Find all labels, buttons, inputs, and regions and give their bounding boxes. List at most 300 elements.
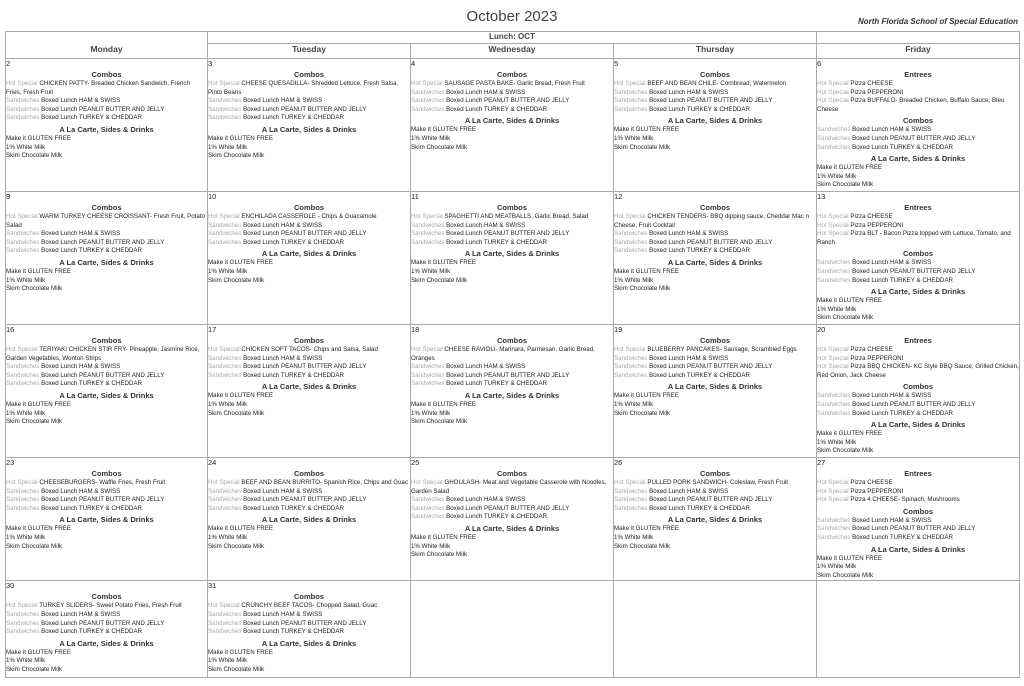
item-text: Make it GLUTEN FREE: [614, 392, 679, 400]
section-heading: A La Carte, Sides & Drinks: [261, 382, 357, 392]
menu-item: [6, 496, 207, 505]
item-text: WARM TURKEY CHEESE CROISSANT- Fresh Fruit, Potato Salad: [6, 213, 205, 229]
item-text: Make it GLUTEN FREE: [208, 259, 273, 267]
item-text: 1% White Milk: [614, 533, 654, 541]
menu-item: [208, 346, 410, 355]
menu-item: [817, 89, 1019, 98]
item-text: Boxed Lunch TURKEY & CHEDDAR: [243, 628, 344, 636]
item-text: Skim Chocolate Milk: [817, 181, 874, 189]
day-cell: [614, 192, 817, 325]
date-number: 31: [208, 581, 217, 591]
item-category: Sandwiches: [817, 516, 851, 524]
item-text: Boxed Lunch HAM & SWISS: [446, 221, 526, 229]
item-text: 1% White Milk: [817, 305, 857, 313]
item-text: Boxed Lunch TURKEY & CHEDDAR: [446, 238, 547, 246]
item-category: Hot Special: [614, 213, 646, 220]
menu-item: [614, 230, 816, 239]
menu-item: [817, 488, 1019, 497]
item-category: Hot Special: [817, 230, 849, 238]
item-text: Boxed Lunch PEANUT BUTTER AND JELLY: [243, 619, 367, 627]
item-text: Skim Chocolate Milk: [614, 285, 671, 293]
menu-item: [817, 97, 1019, 114]
item-category: Sandwiches: [208, 238, 242, 246]
item-text: Boxed Lunch TURKEY & CHEDDAR: [243, 114, 344, 122]
item-text: Skim Chocolate Milk: [6, 542, 63, 550]
item-text: 1% White Milk: [614, 400, 654, 408]
day-cell: [817, 325, 1020, 458]
menu-item: [614, 392, 816, 401]
day-cell: [6, 581, 208, 678]
menu-item: [411, 543, 613, 552]
item-category: Sandwiches: [6, 619, 40, 627]
day-cell: [208, 458, 411, 581]
menu-item: [614, 534, 816, 543]
item-text: Boxed Lunch PEANUT BUTTER AND JELLY: [852, 525, 976, 533]
month-title: October 2023: [466, 8, 558, 25]
item-category: Sandwiches: [208, 114, 242, 122]
menu-item: [411, 505, 613, 514]
date-number: 6: [817, 59, 822, 68]
lunch-label: Lunch: OCT: [208, 32, 817, 44]
item-text: Make it GLUTEN FREE: [817, 164, 882, 172]
item-category: Sandwiches: [6, 487, 40, 495]
item-text: 1% White Milk: [208, 267, 248, 275]
item-category: Hot Special: [817, 80, 849, 87]
menu-item: [208, 543, 410, 552]
menu-item: [6, 666, 207, 675]
section-heading: A La Carte, Sides & Drinks: [667, 515, 763, 525]
item-category: Sandwiches: [208, 354, 242, 362]
section-heading: Combos: [903, 116, 933, 126]
section-heading: Combos: [91, 592, 122, 602]
menu-item: [614, 401, 816, 410]
item-text: Make it GLUTEN FREE: [6, 134, 71, 142]
menu-item: [208, 259, 410, 268]
menu-item: [208, 392, 410, 401]
menu-item: [208, 106, 410, 115]
menu-item: [6, 479, 207, 488]
item-category: Hot Special: [411, 346, 443, 353]
item-category: Sandwiches: [817, 533, 851, 541]
item-category: Hot Special: [817, 496, 849, 504]
item-text: Skim Chocolate Milk: [208, 409, 265, 417]
item-category: Sandwiches: [614, 487, 648, 495]
date-number: 5: [614, 59, 619, 68]
item-text: PULLED PORK SANDWICH- Coleslaw, Fresh Fruit: [647, 479, 789, 486]
item-text: Skim Chocolate Milk: [614, 143, 671, 151]
menu-item: [411, 80, 613, 89]
item-text: Boxed Lunch PEANUT BUTTER AND JELLY: [446, 230, 570, 238]
day-cell: [208, 325, 411, 458]
item-category: Sandwiches: [614, 504, 648, 512]
item-text: SPAGHETTI AND MEATBALLS, Garlic Bread, Salad: [444, 213, 589, 220]
item-text: Make it GLUTEN FREE: [6, 525, 71, 533]
item-text: Boxed Lunch TURKEY & CHEDDAR: [243, 371, 344, 379]
item-text: Make it GLUTEN FREE: [6, 648, 71, 656]
date-number: 12: [614, 192, 623, 201]
menu-item: [411, 89, 613, 98]
item-category: Hot Special: [817, 363, 849, 371]
date-number: 4: [411, 59, 416, 68]
section-heading: A La Carte, Sides & Drinks: [870, 287, 966, 297]
item-category: Sandwiches: [208, 371, 242, 379]
menu-item: [411, 418, 613, 427]
menu-item: [817, 164, 1019, 173]
menu-item: [6, 505, 207, 514]
item-text: Boxed Lunch HAM & SWISS: [243, 221, 323, 229]
day-cell: [6, 192, 208, 325]
weekday-header: Friday: [817, 44, 1020, 59]
menu-item: [817, 401, 1019, 410]
item-text: Boxed Lunch HAM & SWISS: [852, 516, 932, 524]
item-category: Sandwiches: [6, 610, 40, 618]
week-row: [6, 581, 1020, 678]
menu-item: [411, 259, 613, 268]
item-category: Hot Special: [6, 346, 38, 353]
menu-item: [208, 144, 410, 153]
day-cell: [614, 458, 817, 581]
item-text: Boxed Lunch PEANUT BUTTER AND JELLY: [649, 97, 773, 105]
item-text: Pizza 4 CHEESE- Spinach, Mushrooms: [850, 496, 960, 504]
menu-item: [817, 144, 1019, 153]
item-text: Pizza PEPPERONI: [850, 487, 904, 495]
menu-item: [817, 135, 1019, 144]
menu-item: [411, 380, 613, 389]
item-category: Sandwiches: [817, 134, 851, 142]
menu-item: [614, 213, 816, 230]
item-category: Hot Special: [411, 213, 443, 220]
menu-item: [6, 152, 207, 161]
menu-item: [208, 277, 410, 286]
item-text: Boxed Lunch TURKEY & CHEDDAR: [41, 504, 142, 512]
item-category: Sandwiches: [6, 114, 40, 122]
section-heading: Entrees: [904, 336, 932, 345]
item-text: Boxed Lunch HAM & SWISS: [852, 126, 932, 134]
item-text: Boxed Lunch HAM & SWISS: [649, 354, 729, 362]
item-text: Boxed Lunch TURKEY & CHEDDAR: [41, 247, 142, 255]
item-text: Pizza PEPPERONI: [850, 88, 904, 96]
section-heading: Combos: [903, 382, 933, 392]
item-text: Boxed Lunch TURKEY & CHEDDAR: [446, 105, 547, 113]
item-text: Make it GLUTEN FREE: [208, 392, 273, 400]
menu-item: [614, 488, 816, 497]
menu-item: [411, 372, 613, 381]
menu-item: [208, 602, 410, 611]
menu-item: [411, 363, 613, 372]
menu-item: [817, 268, 1019, 277]
item-category: Hot Special: [817, 97, 849, 105]
item-category: Hot Special: [614, 346, 646, 353]
section-heading: Combos: [294, 203, 324, 212]
menu-item: [817, 181, 1019, 190]
menu-item: [411, 277, 613, 286]
date-number: 10: [208, 192, 217, 201]
item-text: Skim Chocolate Milk: [6, 152, 63, 160]
lunch-calendar: [5, 31, 1020, 678]
menu-item: [614, 80, 816, 89]
menu-item: [208, 496, 410, 505]
item-category: Hot Special: [411, 479, 443, 486]
item-text: ENCHILADA CASSEROLE - Chips & Guacamole: [241, 213, 377, 220]
menu-item: [208, 488, 410, 497]
item-text: Boxed Lunch TURKEY & CHEDDAR: [852, 143, 953, 151]
item-text: Skim Chocolate Milk: [411, 143, 468, 151]
menu-item: [817, 410, 1019, 419]
item-text: Boxed Lunch TURKEY & CHEDDAR: [852, 409, 953, 417]
item-text: 1% White Milk: [817, 563, 857, 571]
item-text: BLUEBERRY PANCAKES- Sausage, Scrambled Eggs: [647, 346, 797, 353]
menu-item: [6, 247, 207, 256]
item-text: Skim Chocolate Milk: [411, 276, 468, 284]
menu-item: [411, 213, 613, 222]
empty-day-cell: [614, 581, 817, 678]
menu-item: [208, 97, 410, 106]
menu-item: [817, 363, 1019, 380]
item-text: Boxed Lunch PEANUT BUTTER AND JELLY: [41, 371, 165, 379]
item-text: 1% White Milk: [6, 657, 46, 665]
item-category: Sandwiches: [817, 276, 851, 284]
empty-day-cell: [817, 581, 1020, 678]
menu-item: [411, 239, 613, 248]
menu-item: [6, 277, 207, 286]
date-number: 9: [6, 192, 11, 201]
item-text: Make it GLUTEN FREE: [6, 400, 71, 408]
menu-item: [411, 346, 613, 363]
menu-item: [817, 277, 1019, 286]
menu-item: [6, 410, 207, 419]
item-category: Sandwiches: [208, 221, 242, 229]
item-text: Boxed Lunch TURKEY & CHEDDAR: [852, 533, 953, 541]
item-text: Boxed Lunch HAM & SWISS: [41, 487, 121, 495]
item-category: Sandwiches: [411, 504, 445, 512]
item-category: Sandwiches: [6, 504, 40, 512]
section-heading: Combos: [700, 469, 730, 478]
day-cell: [817, 59, 1020, 192]
item-category: Hot Special: [208, 602, 240, 610]
section-heading: A La Carte, Sides & Drinks: [59, 638, 154, 648]
menu-item: [208, 611, 410, 620]
item-category: Sandwiches: [817, 392, 851, 400]
menu-item: [817, 230, 1019, 247]
menu-item: [6, 239, 207, 248]
menu-item: [411, 135, 613, 144]
item-text: Skim Chocolate Milk: [208, 276, 265, 284]
menu-item: [614, 372, 816, 381]
item-text: BEEF AND BEAN BURRITO- Spanish Rice, Chips and Guac: [241, 479, 409, 486]
item-text: 1% White Milk: [208, 657, 248, 665]
section-heading: A La Carte, Sides & Drinks: [261, 249, 357, 259]
menu-item: [6, 657, 207, 666]
section-heading: A La Carte, Sides & Drinks: [59, 515, 154, 525]
item-category: Sandwiches: [6, 628, 40, 636]
date-number: 20: [817, 325, 826, 334]
item-text: Boxed Lunch HAM & SWISS: [649, 88, 729, 96]
menu-item: [6, 230, 207, 239]
menu-item: [208, 239, 410, 248]
item-text: Make it GLUTEN FREE: [817, 430, 882, 438]
menu-item: [614, 97, 816, 106]
item-text: Boxed Lunch PEANUT BUTTER AND JELLY: [41, 496, 165, 504]
item-text: Boxed Lunch PEANUT BUTTER AND JELLY: [41, 238, 165, 246]
item-category: Hot Special: [817, 346, 849, 353]
item-text: 1% White Milk: [208, 533, 248, 541]
item-text: Skim Chocolate Milk: [6, 418, 63, 426]
item-text: CHICKEN TENDERS- BBQ dipping sauce, Cheddar Mac n Cheese, Fruit Cocktail: [614, 213, 809, 229]
day-cell: [411, 192, 614, 325]
menu-item: [817, 439, 1019, 448]
day-cell: [6, 59, 208, 192]
menu-item: [208, 620, 410, 629]
item-text: Boxed Lunch PEANUT BUTTER AND JELLY: [649, 238, 773, 246]
item-category: Sandwiches: [6, 238, 40, 246]
item-category: Hot Special: [6, 80, 38, 87]
menu-item: [6, 628, 207, 637]
item-text: Boxed Lunch PEANUT BUTTER AND JELLY: [446, 97, 570, 105]
section-heading: A La Carte, Sides & Drinks: [870, 154, 966, 164]
item-text: Pizza PEPPERONI: [850, 221, 904, 229]
day-cell: [817, 458, 1020, 581]
menu-item: [411, 479, 613, 496]
date-number: 11: [411, 192, 419, 201]
section-heading: Entrees: [904, 70, 932, 79]
menu-item: [817, 525, 1019, 534]
section-heading: A La Carte, Sides & Drinks: [464, 116, 560, 126]
item-text: 1% White Milk: [6, 409, 46, 417]
item-category: Sandwiches: [411, 105, 445, 113]
item-text: Boxed Lunch PEANUT BUTTER AND JELLY: [243, 363, 367, 371]
item-category: Hot Special: [6, 479, 38, 486]
date-number: 16: [6, 325, 15, 334]
menu-item: [208, 534, 410, 543]
item-text: 1% White Milk: [6, 533, 46, 541]
menu-item: [614, 106, 816, 115]
section-heading: A La Carte, Sides & Drinks: [464, 390, 560, 400]
day-cell: [6, 458, 208, 581]
item-category: Sandwiches: [6, 496, 40, 504]
menu-item: [614, 543, 816, 552]
item-category: Sandwiches: [6, 371, 40, 379]
item-text: Skim Chocolate Milk: [614, 409, 671, 417]
item-text: Skim Chocolate Milk: [614, 542, 671, 550]
item-text: Make it GLUTEN FREE: [614, 267, 679, 275]
menu-item: [6, 285, 207, 294]
menu-item: [6, 363, 207, 372]
item-text: Pizza CHEESE: [850, 80, 893, 87]
menu-item: [208, 628, 410, 637]
section-heading: Combos: [497, 70, 527, 79]
item-text: Boxed Lunch HAM & SWISS: [852, 392, 932, 400]
menu-item: [614, 135, 816, 144]
section-heading: A La Carte, Sides & Drinks: [261, 124, 357, 134]
menu-item: [817, 430, 1019, 439]
date-number: 13: [817, 192, 826, 201]
item-category: Sandwiches: [817, 143, 851, 151]
item-category: Hot Special: [208, 80, 240, 87]
item-text: CHEESEBURGERS- Waffle Fries, Fresh Fruit: [39, 479, 166, 486]
item-text: Skim Chocolate Milk: [6, 665, 63, 673]
section-heading: A La Carte, Sides & Drinks: [59, 390, 154, 400]
section-heading: Combos: [91, 336, 122, 345]
item-text: Boxed Lunch PEANUT BUTTER AND JELLY: [852, 400, 976, 408]
item-category: Hot Special: [817, 88, 849, 96]
item-category: Sandwiches: [6, 97, 40, 105]
item-text: Make it GLUTEN FREE: [411, 400, 476, 408]
section-heading: Combos: [700, 203, 730, 212]
menu-item: [208, 363, 410, 372]
menu-item: [6, 401, 207, 410]
section-heading: A La Carte, Sides & Drinks: [667, 257, 763, 267]
section-heading: A La Carte, Sides & Drinks: [870, 420, 966, 430]
menu-item: [817, 213, 1019, 222]
menu-item: [208, 230, 410, 239]
item-category: Sandwiches: [208, 504, 242, 512]
menu-item: [817, 126, 1019, 135]
menu-item: [817, 555, 1019, 564]
item-text: Boxed Lunch PEANUT BUTTER AND JELLY: [446, 504, 570, 512]
item-text: Boxed Lunch HAM & SWISS: [41, 230, 121, 238]
item-text: Boxed Lunch TURKEY & CHEDDAR: [649, 247, 750, 255]
item-category: Hot Special: [208, 479, 240, 486]
weekday-header: Thursday: [614, 44, 817, 59]
date-number: 25: [411, 458, 420, 467]
menu-item: [817, 447, 1019, 456]
menu-item: [208, 479, 410, 488]
item-category: Sandwiches: [6, 247, 40, 255]
item-text: 1% White Milk: [817, 438, 857, 446]
menu-item: [6, 80, 207, 97]
week-row: [6, 192, 1020, 325]
item-category: Sandwiches: [614, 363, 648, 371]
item-category: Hot Special: [817, 479, 849, 486]
item-text: Boxed Lunch PEANUT BUTTER AND JELLY: [243, 230, 367, 238]
day-cell: [6, 325, 208, 458]
item-text: 1% White Milk: [614, 134, 654, 142]
item-text: Boxed Lunch PEANUT BUTTER AND JELLY: [649, 496, 773, 504]
item-text: GHOULASH- Meat and Vegetable Casserole with Noodles, Garden Salad: [411, 479, 607, 495]
section-heading: Combos: [497, 203, 527, 212]
menu-item: [208, 222, 410, 231]
date-number: 19: [614, 325, 623, 334]
item-category: Sandwiches: [817, 409, 851, 417]
menu-item: [614, 126, 816, 135]
item-category: Hot Special: [6, 602, 38, 610]
item-text: Boxed Lunch PEANUT BUTTER AND JELLY: [243, 496, 367, 504]
item-text: Boxed Lunch PEANUT BUTTER AND JELLY: [41, 619, 165, 627]
item-category: Hot Special: [817, 354, 849, 362]
section-heading: Combos: [294, 336, 324, 345]
date-number: 27: [817, 458, 826, 467]
item-category: Hot Special: [614, 80, 646, 87]
item-category: Sandwiches: [6, 230, 40, 238]
menu-item: [614, 496, 816, 505]
section-heading: Combos: [294, 70, 324, 79]
item-text: CHEESE QUESADILLA- Shredded Lettuce, Fresh Salsa, Pinto Beans: [208, 80, 399, 96]
item-text: Skim Chocolate Milk: [411, 418, 468, 426]
menu-item: [6, 525, 207, 534]
section-heading: Combos: [903, 506, 933, 516]
menu-item: [411, 222, 613, 231]
menu-item: [817, 259, 1019, 268]
item-text: Boxed Lunch TURKEY & CHEDDAR: [41, 380, 142, 388]
item-text: Boxed Lunch TURKEY & CHEDDAR: [852, 276, 953, 284]
day-cell: [411, 325, 614, 458]
item-text: 1% White Milk: [208, 143, 248, 151]
menu-item: [614, 268, 816, 277]
item-text: Make it GLUTEN FREE: [411, 126, 476, 134]
item-category: Sandwiches: [208, 496, 242, 504]
item-category: Hot Special: [208, 213, 240, 220]
item-text: Boxed Lunch HAM & SWISS: [852, 259, 932, 267]
